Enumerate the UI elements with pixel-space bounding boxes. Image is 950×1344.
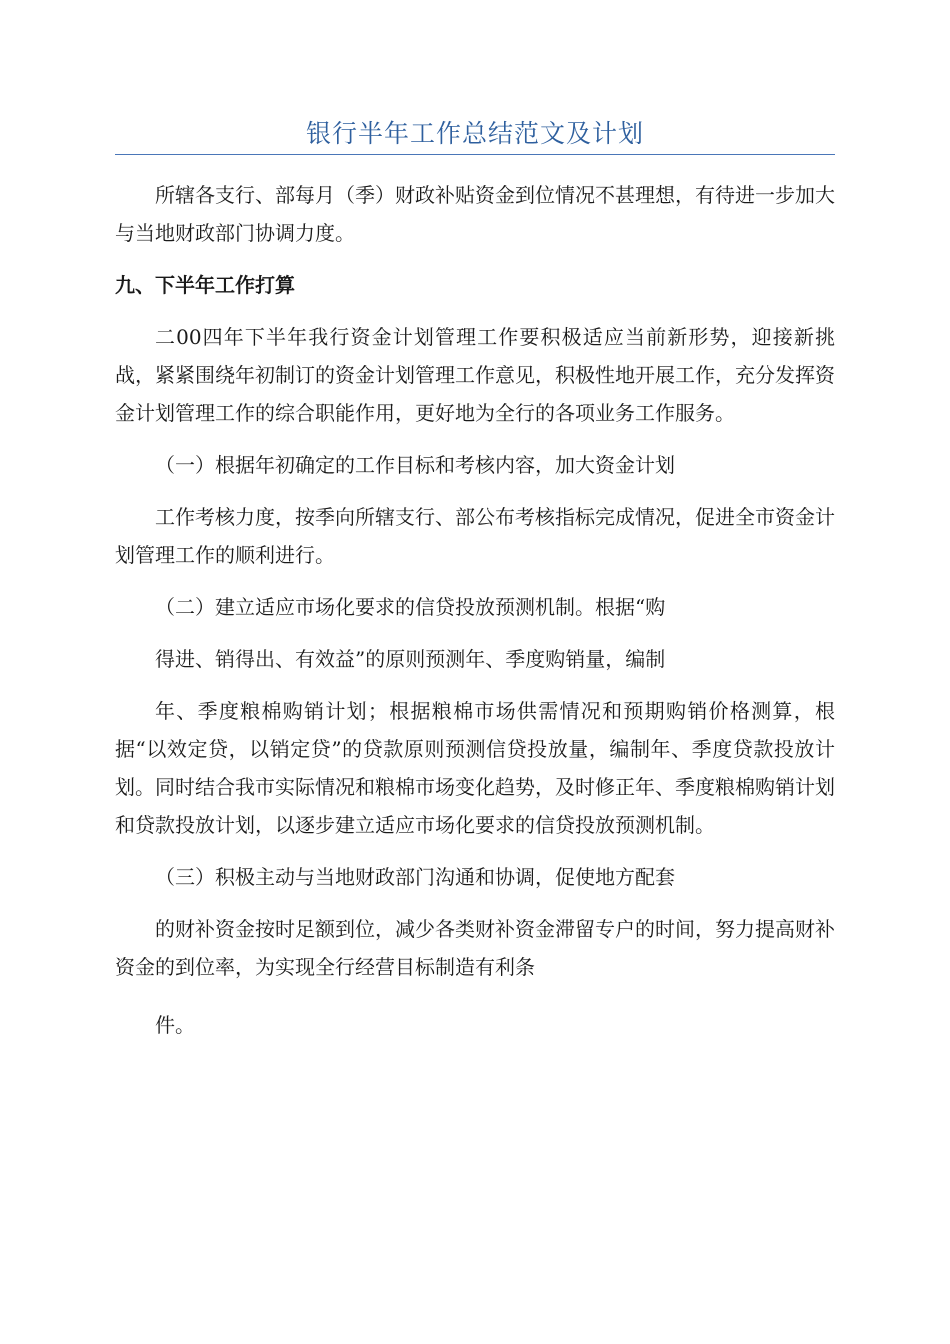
title-divider [115, 154, 835, 155]
paragraph-item-2-line: 得进、销得出、有效益”的原则预测年、季度购销量，编制 [155, 647, 666, 671]
paragraph-item-1-body: 工作考核力度，按季向所辖支行、部公布考核指标完成情况，促进全市资金计划管理工作的顺利进行。 [115, 505, 835, 567]
paragraph-item-2-heading: （二）建立适应市场化要求的信贷投放预测机制。根据“购 [155, 595, 666, 619]
paragraph-closing: 件。 [155, 1013, 195, 1037]
paragraph-item-2-body: 年、季度粮棉购销计划；根据粮棉市场供需情况和预期购销价格测算，根据“以效定贷，以销定贷”的贷款原则预测信贷投放量，编制年、季度贷款投放计划。同时结合我市实际情况和粮棉市场变化趋势，及时修正年、季度粮棉购销计划和贷款投放计划，以逐步建立适应市场化要求的信贷投放预测机制。 [115, 699, 835, 837]
paragraph-item-3-heading: （三）积极主动与当地财政部门沟通和协调，促使地方配套 [155, 865, 675, 889]
section-heading-plan: 九、下半年工作打算 [115, 273, 295, 297]
paragraph-plan-intro: 二00四年下半年我行资金计划管理工作要积极适应当前新形势，迎接新挑战，紧紧围绕年初制订的资金计划管理工作意见，积极性地开展工作，充分发挥资金计划管理工作的综合职能作用，更好地为全行的各项业务工作服务。 [115, 325, 835, 425]
paragraph-item-1-heading: （一）根据年初确定的工作目标和考核内容，加大资金计划 [155, 453, 675, 477]
paragraph-item-3-body: 的财补资金按时足额到位，减少各类财补资金滞留专户的时间，努力提高财补资金的到位率，为实现全行经营目标制造有利条 [115, 917, 835, 979]
document-title: 银行半年工作总结范文及计划 [305, 119, 644, 148]
document-body [115, 176, 835, 1058]
paragraph-funding-status: 所辖各支行、部每月（季）财政补贴资金到位情况不甚理想，有待进一步加大与当地财政部门协调力度。 [115, 183, 835, 245]
